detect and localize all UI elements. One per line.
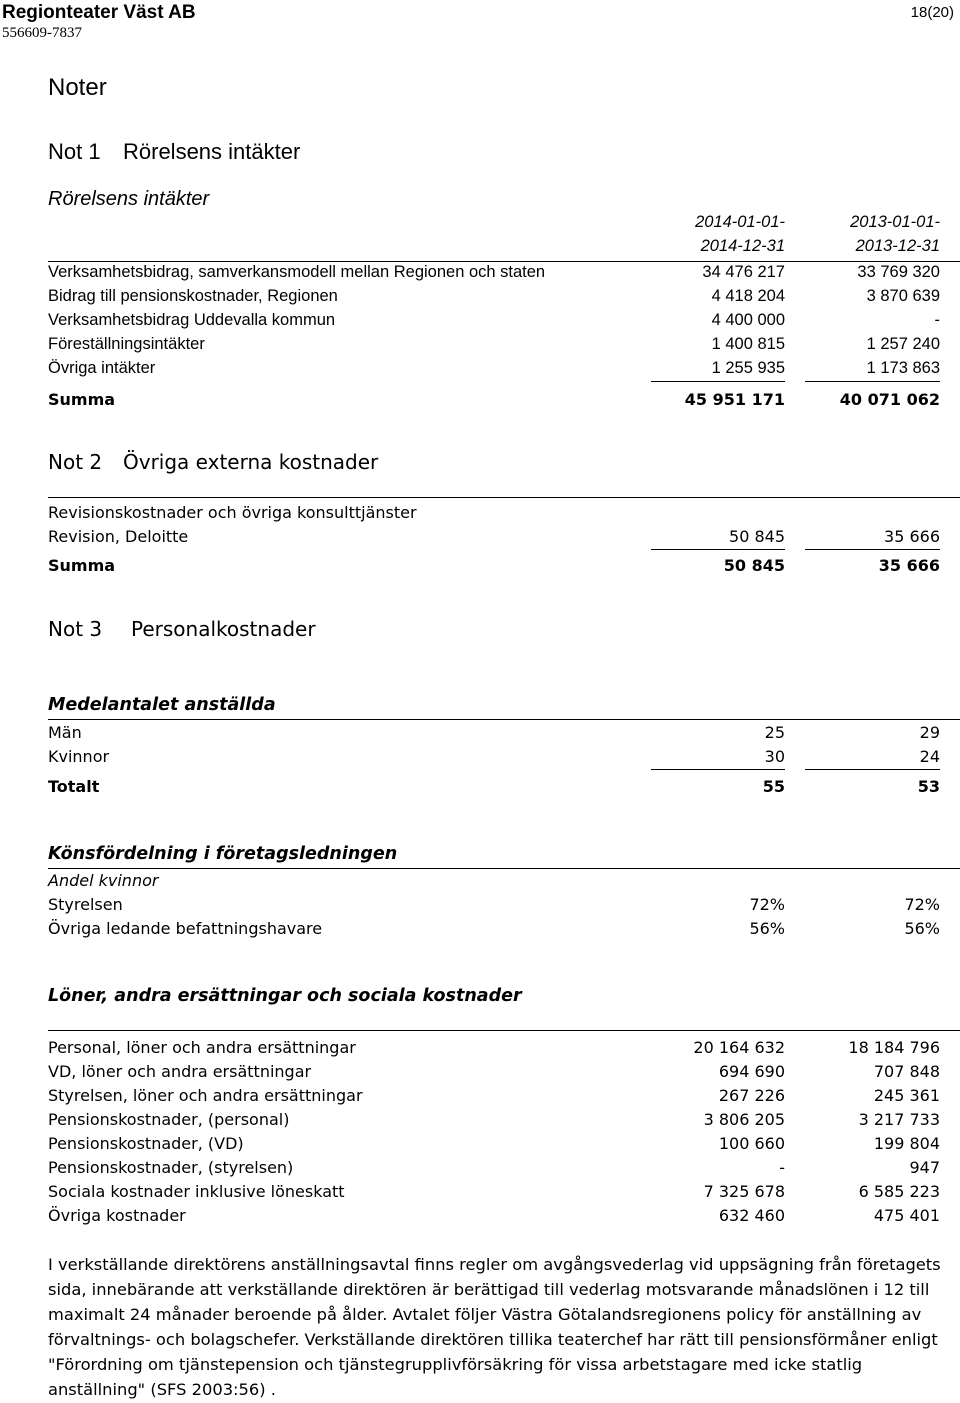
salaries-rule [48,1030,960,1031]
note1-sum-rule-2013 [805,381,940,382]
row-label: Övriga kostnader [48,1206,186,1225]
row-label: Bidrag till pensionskostnader, Regionen [48,287,338,305]
row-value-2014: 1 400 815 [711,335,785,353]
row-value-2013: 3 217 733 [858,1110,940,1129]
row-value-2014: 267 226 [718,1086,785,1105]
note1-title-text: Rörelsens intäkter [123,139,301,164]
row-label: Övriga intäkter [48,359,156,377]
note2-sum-rule-2014 [651,549,785,550]
row-value-2013: 475 401 [873,1206,940,1225]
total-value-2014: 45 951 171 [684,390,785,409]
row-value-2013: 6 585 223 [858,1182,940,1201]
total-row [48,556,940,580]
row-value-2014: 4 400 000 [711,311,785,329]
note2-header-rule [48,497,960,498]
row-label: Personal, löner och andra ersättningar [48,1038,356,1057]
row-value-2014: 72% [749,895,785,914]
row-label: Verksamhetsbidrag Uddevalla kommun [48,311,336,329]
table-row [48,1182,940,1206]
row-label: Sociala kostnader inklusive löneskatt [48,1182,345,1201]
table-row [48,1062,940,1086]
row-value-2014: 50 845 [729,527,785,546]
table-row [48,287,940,311]
row-value-2013: 56% [904,919,940,938]
row-value-2014: 34 476 217 [702,263,785,281]
row-label: VD, löner och andra ersättningar [48,1062,312,1081]
note3-title [48,617,316,641]
row-label: Revision, Deloitte [48,527,189,546]
row-label: Föreställningsintäkter [48,335,205,353]
note2-number: Not 2 [48,450,103,474]
note1-header-rule [48,261,960,262]
col1-period-end: 2014-12-31 [700,237,785,255]
row-label: Pensionskostnader, (personal) [48,1110,290,1129]
total-label: Totalt [48,777,100,796]
table-row [48,919,940,943]
row-value-2014: 7 325 678 [703,1182,785,1201]
table-row [48,527,940,551]
note2-title [48,450,378,474]
row-value-2013: 947 [909,1158,940,1177]
table-row [48,1158,940,1182]
table-row [48,747,940,771]
ceo-agreement-paragraph: I verkställande direktörens anställningsavtal finns regler om avgångsvederlag vid uppsägning från företagets sida, innebärande att verkställande direktören är berättigad till vederlag motsvarande månadslönen i 12 till maximalt 24 månader beroende på ålder. Avtalet följer Västra Götalandsregionens policy för anställning av förvaltnings- och bolagschefer. Verkställande direktören tillika teaterchef har rätt till pensionsförmåner enligt "Förordning om tjänstepension och tjänstegrupplivförsäkring för vissa arbetstagare med icke statlig anställning" (SFS 2003:56) . [48,1255,941,1399]
row-value-2014: 100 660 [718,1134,785,1153]
total-row [48,390,940,414]
row-value-2014: 4 418 204 [711,287,785,305]
total-value-2014: 50 845 [723,556,785,575]
row-value-2013: 3 870 639 [866,287,940,305]
row-value-2014: 694 690 [718,1062,785,1081]
company-name: Regionteater Väst AB [2,2,196,23]
total-label: Summa [48,390,116,409]
note1-sum-rule-2014 [651,381,785,382]
row-value-2013: 72% [904,895,940,914]
employees-sum-rule-2014 [651,769,785,770]
note3-number: Not 3 [48,617,103,641]
subheading-label: Andel kvinnor [48,871,159,890]
table-row [48,311,940,335]
row-label: Övriga ledande befattningshavare [48,919,323,938]
row-label: Pensionskostnader, (VD) [48,1134,244,1153]
note1-title [48,139,300,165]
col2-period-end: 2013-12-31 [855,237,940,255]
row-value-2013: 33 769 320 [857,263,940,281]
note1-col-header-line2 [48,237,940,261]
employees-sum-rule-2013 [805,769,940,770]
row-label: Styrelsen, löner och andra ersättningar [48,1086,363,1105]
row-value-2014: 25 [764,723,785,742]
row-value-2014: 56% [749,919,785,938]
row-label: Kvinnor [48,747,110,766]
row-label: Verksamhetsbidrag, samverkansmodell mellan Regionen och staten [48,263,546,281]
row-value-2014: - [779,1158,785,1177]
row-value-2013: 1 173 863 [866,359,940,377]
note2-sum-rule-2013 [805,549,940,550]
table-row [48,895,940,919]
gender-subheading [48,871,940,895]
table-row [48,359,940,383]
note3-title-text: Personalkostnader [131,617,316,641]
table-row [48,1038,940,1062]
total-value-2013: 53 [917,777,940,796]
row-value-2014: 632 460 [718,1206,785,1225]
total-value-2013: 40 071 062 [839,390,940,409]
total-value-2013: 35 666 [878,556,940,575]
table-row [48,1206,940,1230]
row-value-2014: 1 255 935 [711,359,785,377]
table-row [48,723,940,747]
note1-subtitle: Rörelsens intäkter [48,188,210,210]
row-value-2013: 18 184 796 [848,1038,940,1057]
gender-rule [48,868,960,869]
salaries-heading: Löner, andra ersättningar och sociala kostnader [48,986,522,1006]
table-row [48,1134,940,1158]
row-value-2013: 1 257 240 [866,335,940,353]
notes-heading: Noter [48,74,107,101]
note2-title-text: Övriga externa kostnader [123,450,379,474]
table-row [48,1110,940,1134]
row-value-2014: 3 806 205 [703,1110,785,1129]
employees-rule [48,719,960,720]
table-row [48,1086,940,1110]
row-value-2013: 707 848 [873,1062,940,1081]
row-value-2013: 35 666 [884,527,940,546]
row-value-2014: 20 164 632 [693,1038,785,1057]
col1-period-start: 2014-01-01- [695,213,785,231]
table-row [48,263,940,287]
row-value-2013: - [934,311,940,329]
group-label: Revisionskostnader och övriga konsulttjänster [48,503,417,522]
total-row [48,777,940,801]
row-value-2013: 29 [919,723,940,742]
total-value-2014: 55 [762,777,785,796]
row-label: Pensionskostnader, (styrelsen) [48,1158,294,1177]
row-value-2013: 245 361 [873,1086,940,1105]
note1-number: Not 1 [48,139,101,164]
row-label: Styrelsen [48,895,123,914]
row-value-2014: 30 [764,747,785,766]
note2-group-label [48,503,940,527]
page-number: 18(20) [910,4,954,21]
org-number: 556609-7837 [2,25,82,41]
row-value-2013: 199 804 [873,1134,940,1153]
col2-period-start: 2013-01-01- [850,213,940,231]
note1-col-header-line1 [48,213,940,237]
employees-heading: Medelantalet anställda [48,695,276,715]
table-row [48,335,940,359]
row-label: Män [48,723,82,742]
total-label: Summa [48,556,116,575]
row-value-2013: 24 [919,747,940,766]
gender-heading: Könsfördelning i företagsledningen [48,844,398,864]
